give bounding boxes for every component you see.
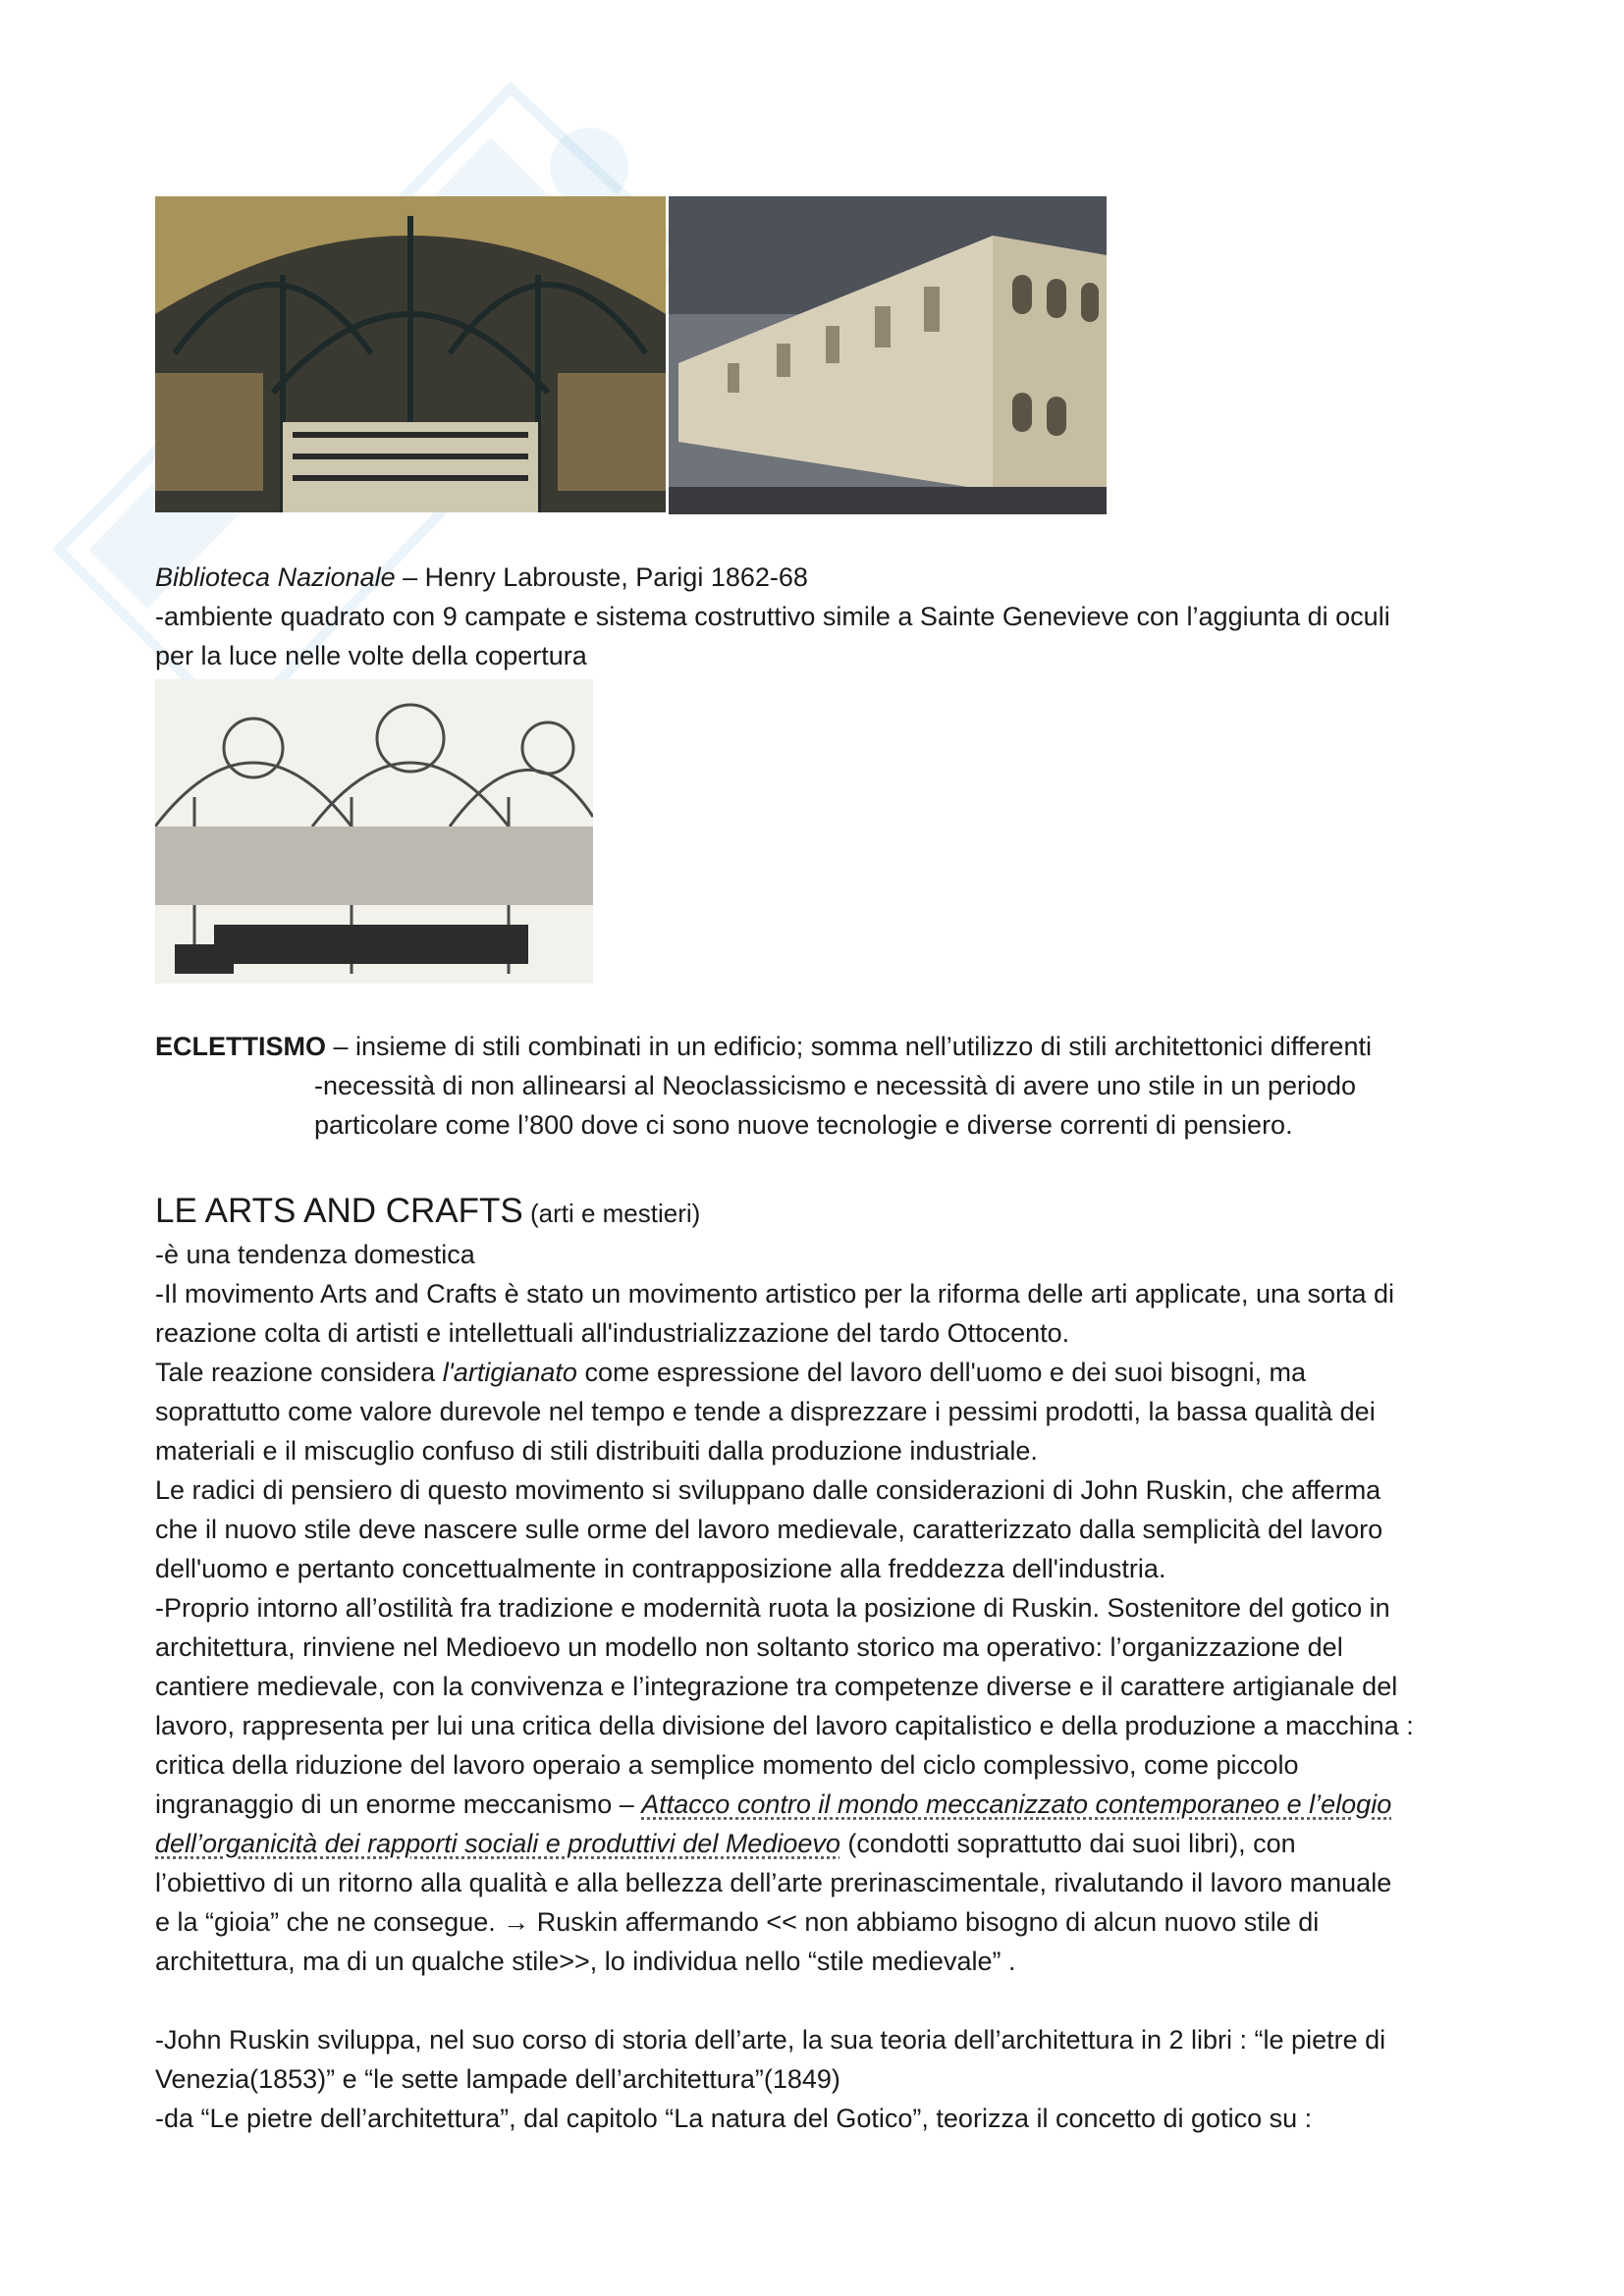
text-span: come espressione del lavoro dell'uomo e dei suoi bisogni, ma <box>576 1358 1307 1387</box>
reading-room-photo <box>155 196 666 512</box>
eclettismo-line: – insieme di stili combinati in un edificio; somma nell’utilizzo di stili architettonici differenti <box>326 1032 1372 1061</box>
caption-line: -ambiente quadrato con 9 campate e sistema costruttivo simile a Sainte Genevieve con l’aggiunta di oculi <box>155 602 1390 631</box>
section-subtitle: (arti e mestieri) <box>522 1199 701 1228</box>
section-heading <box>155 1190 1414 1235</box>
paragraph-line: cantiere medievale, con la convivenza e l’integrazione tra competenze diverse e il carattere artigianale del <box>155 1672 1398 1701</box>
eclettismo-line: particolare come l’800 dove ci sono nuove tecnologie e diverse correnti di pensiero. <box>314 1110 1293 1140</box>
italic-term: l'artigianato <box>442 1358 577 1387</box>
paragraph-line <box>155 1824 1414 1863</box>
engraving-illustration <box>155 679 593 984</box>
paragraph-line: -da “Le pietre dell’architettura”, dal capitolo “La natura del Gotico”, teorizza il concetto di gotico su : <box>155 2104 1313 2133</box>
caption-title-italic: Biblioteca Nazionale <box>155 562 396 592</box>
paragraph-line: critica della riduzione del lavoro operaio a semplice momento del ciclo complessivo, come piccolo <box>155 1750 1299 1780</box>
paragraph-line: Le radici di pensiero di questo movimento si sviluppano dalle considerazioni di John Ruskin, che afferma <box>155 1475 1381 1505</box>
exterior-photo <box>669 196 1107 514</box>
blank-line <box>155 1981 1414 2020</box>
paragraph-line: -Proprio intorno all’ostilità fra tradizione e modernità ruota la posizione di Ruskin. Sostenitore del gotico in <box>155 1593 1390 1623</box>
paragraph-line: che il nuovo stile deve nascere sulle orme del lavoro medievale, caratterizzato dalla semplicità del lavoro <box>155 1515 1383 1544</box>
text-span: ingranaggio di un enorme meccanismo – <box>155 1789 642 1819</box>
paragraph-line: soprattutto come valore durevole nel tempo e tende a disprezzare i pessimi prodotti, la bassa qualità dei <box>155 1397 1376 1426</box>
paragraph-line: dell'uomo e pertanto concettualmente in contrapposizione alla freddezza dell'industria. <box>155 1554 1166 1583</box>
image-caption <box>155 558 1390 675</box>
text-span: Tale reazione considera <box>155 1358 443 1387</box>
eclettismo-line: -necessità di non allinearsi al Neoclassicismo e necessità di avere uno stile in un periodo <box>314 1071 1357 1100</box>
caption-title-rest: – Henry Labrouste, Parigi 1862-68 <box>395 562 808 592</box>
paragraph-line: l’obiettivo di un ritorno alla qualità e alla bellezza dell’arte prerinascimentale, rivalutando il lavoro manuale <box>155 1868 1392 1897</box>
paragraph-line: -John Ruskin sviluppa, nel suo corso di storia dell’arte, la sua teoria dell’architettura in 2 libri : “le pietre di <box>155 2025 1386 2055</box>
paragraph-line: architettura, ma di un qualche stile>>, lo individua nello “stile medievale” . <box>155 1947 1016 1976</box>
paragraph-line: -Il movimento Arts and Crafts è stato un movimento artistico per la riforma delle arti applicate, una sorta di <box>155 1279 1395 1308</box>
paragraph-line: Venezia(1853)” e “le sette lampade dell’architettura”(1849) <box>155 2064 840 2094</box>
paragraph-line <box>155 1353 1414 1392</box>
eclettismo-label: ECLETTISMO <box>155 1032 326 1061</box>
section-title: LE ARTS AND CRAFTS <box>155 1192 523 1230</box>
caption-line: per la luce nelle volte della copertura <box>155 641 587 670</box>
arts-and-crafts-section <box>155 1190 1414 2138</box>
eclettismo-definition <box>155 1027 1372 1145</box>
paragraph-line <box>155 1785 1414 1824</box>
caption-title <box>155 558 1390 597</box>
text-span: (condotti soprattutto dai suoi libri), con <box>839 1829 1296 1858</box>
paragraph-line: lavoro, rappresenta per lui una critica della divisione del lavoro capitalistico e della produzione a macchina : <box>155 1711 1414 1740</box>
paragraph-line: architettura, rinviene nel Medioevo un modello non soltanto storico ma operativo: l’organizzazione del <box>155 1632 1343 1662</box>
paragraph-line: e la “gioia” che ne consegue. → Ruskin affermando << non abbiamo bisogno di alcun nuovo stile di <box>155 1907 1320 1937</box>
underlined-quote: Attacco contro il mondo meccanizzato contemporaneo e l’elogio <box>641 1789 1392 1819</box>
paragraph-line: materiali e il miscuglio confuso di stili distribuiti dalla produzione industriale. <box>155 1436 1038 1466</box>
paragraph-line: -è una tendenza domestica <box>155 1240 475 1269</box>
underlined-quote: dell’organicità dei rapporti sociali e produttivi del Medioevo <box>155 1829 840 1858</box>
paragraph-line: reazione colta di artisti e intellettuali all'industrializzazione del tardo Ottocento. <box>155 1318 1070 1348</box>
